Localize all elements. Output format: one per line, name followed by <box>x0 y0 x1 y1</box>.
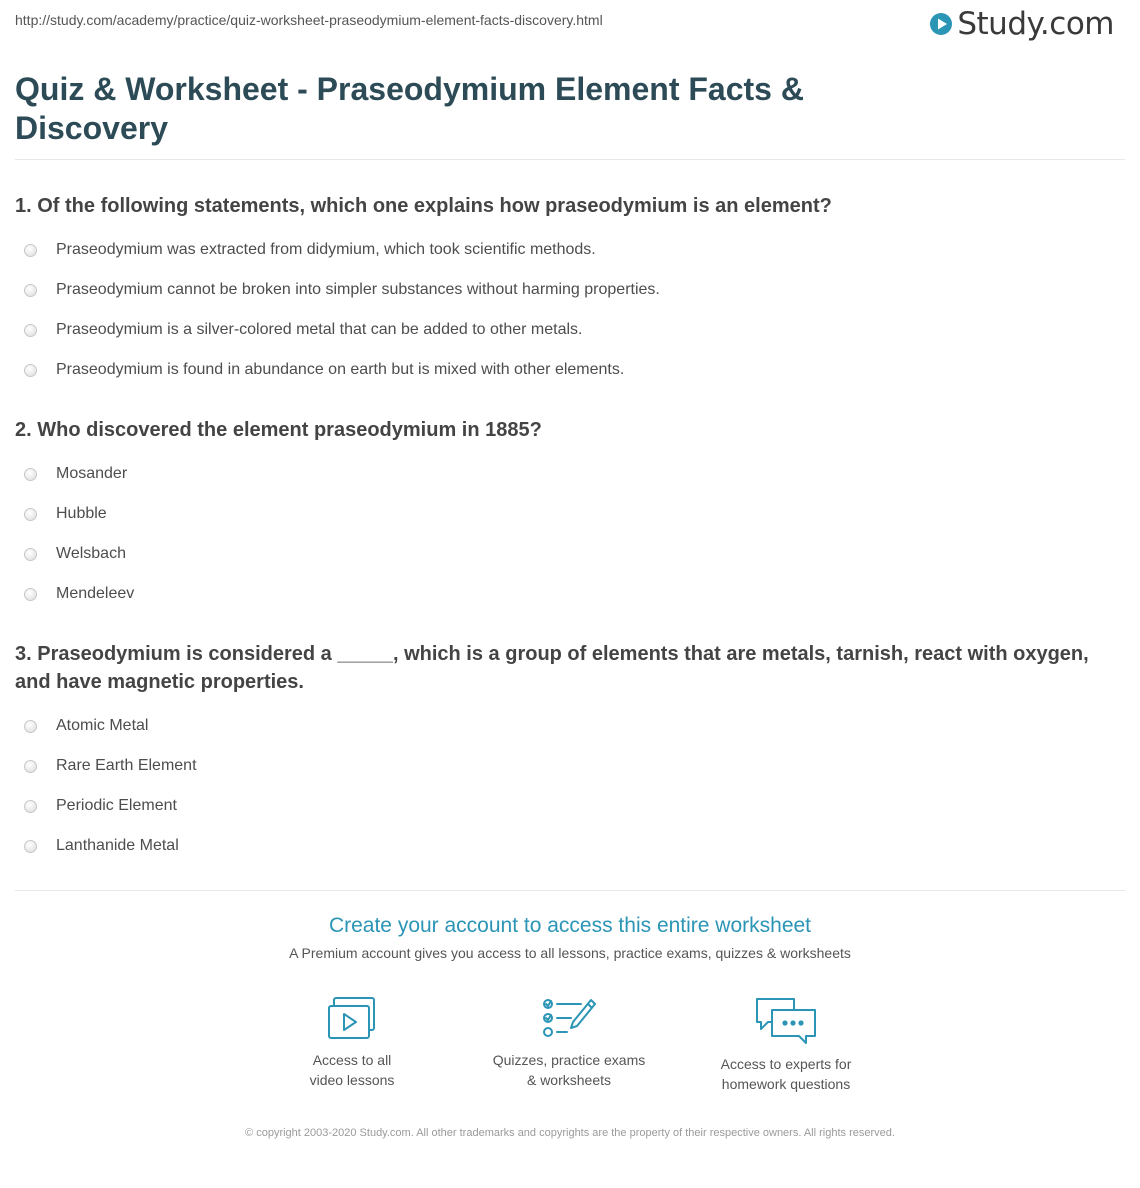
feature-line: Quizzes, practice exams <box>492 1052 646 1068</box>
question-3 <box>15 640 1125 866</box>
logo-text: Study.com <box>957 6 1114 42</box>
option-label: Praseodymium is found in abundance on earth but is mixed with other elements. <box>56 361 625 378</box>
answer-option[interactable] <box>15 310 1125 350</box>
feature-line: Access to experts for <box>720 1056 852 1072</box>
page-url: http://study.com/academy/practice/quiz-worksheet-praseodymium-element-facts-discovery.html <box>15 12 603 28</box>
answer-option[interactable] <box>15 230 1125 270</box>
radio-button[interactable] <box>24 760 37 773</box>
option-label: Atomic Metal <box>56 717 149 734</box>
answer-option[interactable] <box>15 574 1125 614</box>
answer-options <box>15 706 1125 866</box>
option-label: Welsbach <box>56 545 126 562</box>
quiz-checklist-icon <box>541 996 597 1042</box>
answer-option[interactable] <box>15 270 1125 310</box>
radio-button[interactable] <box>24 468 37 481</box>
title-divider <box>15 159 1125 160</box>
question-text: 2. Who discovered the element praseodymium in 1885? <box>15 419 542 441</box>
question-text: 3. Praseodymium is considered a _____, which is a group of elements that are metals, tarnish, react with oxygen, and have magnetic properties. <box>15 643 1089 693</box>
answer-option[interactable] <box>15 746 1125 786</box>
page-title: Quiz & Worksheet - Praseodymium Element Facts & Discovery <box>15 71 804 146</box>
feature-video-lessons <box>252 996 452 1090</box>
answer-option[interactable] <box>15 786 1125 826</box>
radio-button[interactable] <box>24 284 37 297</box>
question-1 <box>15 192 1125 390</box>
option-label: Periodic Element <box>56 797 177 814</box>
question-text: 1. Of the following statements, which one explains how praseodymium is an element? <box>15 195 832 217</box>
radio-button[interactable] <box>24 720 37 733</box>
answer-options <box>15 454 1125 614</box>
radio-button[interactable] <box>24 840 37 853</box>
option-label: Praseodymium was extracted from didymium, which took scientific methods. <box>56 241 596 258</box>
answer-option[interactable] <box>15 350 1125 390</box>
feature-line: Access to all <box>312 1052 392 1068</box>
cta-divider <box>15 890 1125 891</box>
answer-option[interactable] <box>15 494 1125 534</box>
feature-line: homework questions <box>721 1076 851 1092</box>
feature-quizzes <box>469 996 669 1090</box>
play-logo-icon <box>929 12 953 36</box>
answer-option[interactable] <box>15 534 1125 574</box>
feature-line: video lessons <box>309 1072 395 1088</box>
cta-title-link[interactable]: Create your account to access this entire worksheet <box>328 914 812 937</box>
option-label: Lanthanide Metal <box>56 837 179 854</box>
answer-option[interactable] <box>15 826 1125 866</box>
chat-bubbles-icon <box>754 996 818 1046</box>
option-label: Hubble <box>56 505 107 522</box>
radio-button[interactable] <box>24 364 37 377</box>
option-label: Praseodymium cannot be broken into simpler substances without harming properties. <box>56 281 660 298</box>
radio-button[interactable] <box>24 324 37 337</box>
option-label: Mosander <box>56 465 128 482</box>
radio-button[interactable] <box>24 244 37 257</box>
radio-button[interactable] <box>24 548 37 561</box>
study-logo[interactable] <box>929 6 1114 42</box>
cta-subtitle: A Premium account gives you access to all lessons, practice exams, quizzes & worksheets <box>289 945 851 961</box>
answer-options <box>15 230 1125 390</box>
answer-option[interactable] <box>15 454 1125 494</box>
feature-line: & worksheets <box>526 1072 612 1088</box>
radio-button[interactable] <box>24 508 37 521</box>
video-lesson-icon <box>326 996 378 1042</box>
question-2 <box>15 416 1125 614</box>
radio-button[interactable] <box>24 588 37 601</box>
option-label: Praseodymium is a silver-colored metal that can be added to other metals. <box>56 321 583 338</box>
copyright-notice: © copyright 2003-2020 Study.com. All other trademarks and copyrights are the property of their respective owners. All rights reserved. <box>245 1127 895 1139</box>
option-label: Mendeleev <box>56 585 135 602</box>
answer-option[interactable] <box>15 706 1125 746</box>
option-label: Rare Earth Element <box>56 757 197 774</box>
radio-button[interactable] <box>24 800 37 813</box>
feature-experts <box>686 996 886 1094</box>
